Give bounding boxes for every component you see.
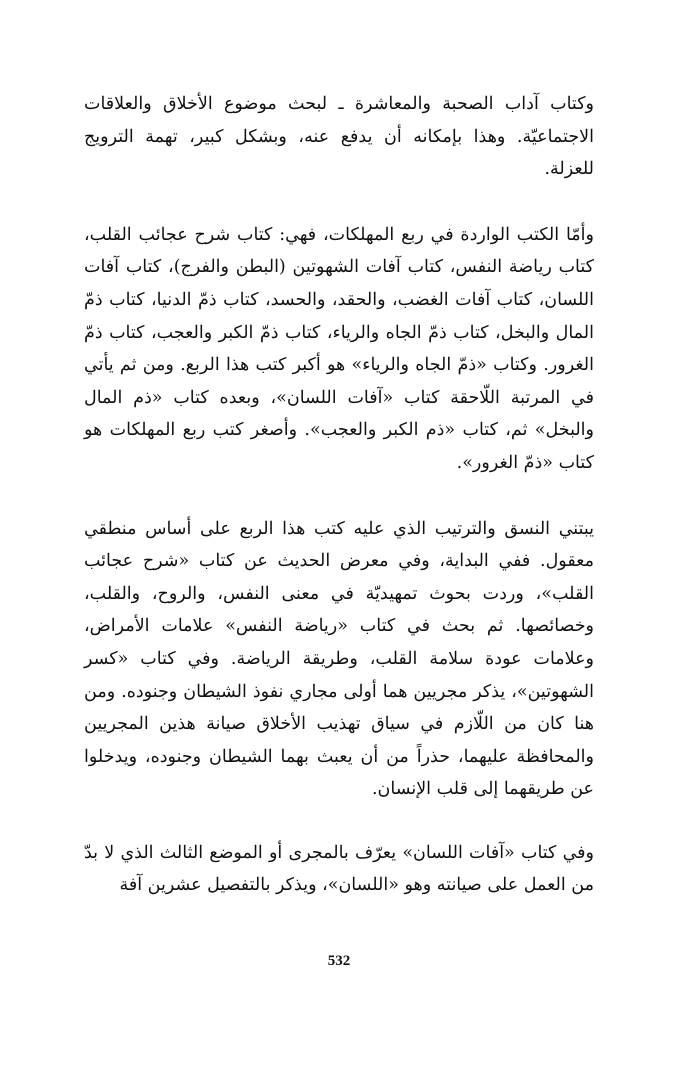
paragraph-1: وكتاب آداب الصحبة والمعاشرة ـ لبحث موضوع الأخلاق والعلاقات الاجتماعيّة. وهذا بإمكانه أن يدفع عنه، وبشكل كبير، تهمة الترويج للعزلة. xyxy=(84,94,594,180)
paragraph-4: وفي كتاب «آفات اللسان» يعرّف بالمجرى أو الموضع الثالث الذي لا بدّ من العمل على صيانته وهو «اللسان»، ويذكر بالتفصيل عشرين آفة xyxy=(84,842,594,896)
paragraph-3: يبتني النسق والترتيب الذي عليه كتب هذا الربع على أساس منطقي معقول. ففي البداية، وفي معرض الحديث عن كتاب «شرح عجائب القلب»، وردت بحوث تمهيديّة في معنى النفس، والروح، والقلب، وخصائصها. ثم بحث في كتاب «رياضة النفس» علامات الأمراض، وعلامات عودة سلامة القلب، وطريقة الرياضة. وفي كتاب «كسر الشهوتين»، يذكر مجريين هما أولى مجاري نفوذ الشيطان وجنوده. ومن هنا كان من اللّازم في سياق تهذيب الأخلاق صيانة هذين المجريين والمحافظة عليهما، حذراً من أن يعبث بهما الشيطان وجنوده، ويدخلوا عن طريقهما إلى قلب الإنسان. xyxy=(84,518,594,800)
paragraph-2: وأمّا الكتب الواردة في ربع المهلكات، فهي: كتاب شرح عجائب القلب، كتاب رياضة النفس، كتاب آفات الشهوتين (البطن والفرج)، كتاب آفات اللسان، كتاب آفات الغضب، والحقد، والحسد، كتاب ذمّ الدنيا، كتاب ذمّ المال والبخل، كتاب ذمّ الجاه والرياء، كتاب ذمّ الكبر والعجب، كتاب ذمّ الغرور. وكتاب «ذمّ الجاه والرياء» هو أكبر كتب هذا الربع. ومن ثم يأتي في المرتبة اللّاحقة كتاب «آفات اللسان»، وبعده كتاب «ذم المال والبخل» ثم، كتاب «ذم الكبر والعجب». وأصغر كتب ربع المهلكات هو كتاب «ذمّ الغرور». xyxy=(84,224,594,473)
page-number: 532 xyxy=(327,953,351,969)
page-body xyxy=(84,88,594,902)
